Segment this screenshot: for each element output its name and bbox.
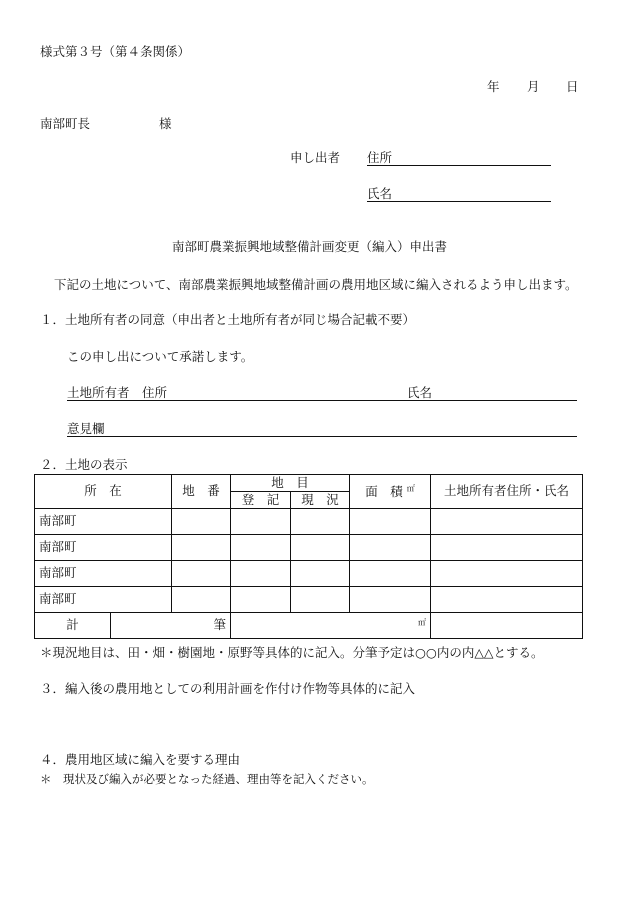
actual-header: 現 況 <box>291 492 350 509</box>
total-label: 計 <box>35 613 111 639</box>
section3-heading: ３．編入後の農用地としての利用計画を作付け作物等具体的に記入 <box>40 681 416 696</box>
owner-header: 土地所有者住所・氏名 <box>431 475 583 509</box>
land-note: ＊現況地目は、田・畑・樹園地・原野等具体的に記入。分筆予定は○○内の内△△とする。 <box>40 645 544 660</box>
date-day: 日 <box>566 79 579 94</box>
date-month: 月 <box>527 79 540 94</box>
applicant-name-field[interactable] <box>367 201 551 202</box>
registered-cell[interactable] <box>231 561 291 587</box>
consent-text: この申し出について承諾します。 <box>67 349 254 364</box>
location-cell: 南部町 <box>35 587 172 613</box>
lot-cell[interactable] <box>172 509 231 535</box>
owner-address-label: 土地所有者 住所 <box>67 385 168 400</box>
lot-header: 地 番 <box>172 475 231 509</box>
section4-note: ＊ 現状及び編入が必要となった経過、理由等を記入ください。 <box>40 772 374 786</box>
registered-cell[interactable] <box>231 535 291 561</box>
owner-cell[interactable] <box>431 561 583 587</box>
actual-cell[interactable] <box>291 509 350 535</box>
owner-name-label: 氏名 <box>407 385 433 400</box>
table-row <box>35 509 583 535</box>
registered-cell[interactable] <box>231 509 291 535</box>
applicant-name-label: 氏名 <box>367 186 393 201</box>
actual-cell[interactable] <box>291 535 350 561</box>
section4-heading: ４．農用地区域に編入を要する理由 <box>40 752 241 767</box>
category-header: 地 目 <box>231 475 350 492</box>
location-cell: 南部町 <box>35 561 172 587</box>
location-cell: 南部町 <box>35 535 172 561</box>
addressee-name: 南部町長 <box>40 116 91 131</box>
area-header: 面 積 ㎡ <box>350 475 431 509</box>
owner-field[interactable] <box>67 400 577 401</box>
lot-cell[interactable] <box>172 535 231 561</box>
opinion-label: 意見欄 <box>67 421 105 436</box>
intro-text: 下記の土地について、南部農業振興地域整備計画の農用地区域に編入されるよう申し出ます。 <box>54 277 578 292</box>
applicant-address-label: 住所 <box>367 150 393 165</box>
parcels-unit: 筆 <box>213 617 227 633</box>
table-row <box>35 535 583 561</box>
owner-cell[interactable] <box>431 509 583 535</box>
owner-cell[interactable] <box>431 535 583 561</box>
location-header: 所 在 <box>35 475 172 509</box>
parcels-cell[interactable] <box>111 613 231 639</box>
actual-cell[interactable] <box>291 561 350 587</box>
area-cell[interactable] <box>350 509 431 535</box>
actual-cell[interactable] <box>291 587 350 613</box>
applicant-address-field[interactable] <box>367 165 551 166</box>
form-title: 南部町農業振興地域整備計画変更（編入）申出書 <box>172 239 448 254</box>
total-row <box>35 613 583 639</box>
land-table <box>34 474 583 639</box>
section1-heading: １．土地所有者の同意（申出者と土地所有者が同じ場合記載不要） <box>40 312 416 327</box>
total-area-cell[interactable] <box>231 613 431 639</box>
total-area-unit: ㎡ <box>418 617 427 627</box>
section2-heading: ２．土地の表示 <box>40 457 128 472</box>
table-row <box>35 561 583 587</box>
owner-cell[interactable] <box>431 587 583 613</box>
area-cell[interactable] <box>350 587 431 613</box>
table-row <box>35 587 583 613</box>
registered-header: 登 記 <box>231 492 291 509</box>
area-cell[interactable] <box>350 535 431 561</box>
lot-cell[interactable] <box>172 587 231 613</box>
area-unit: ㎡ <box>406 483 415 493</box>
lot-cell[interactable] <box>172 561 231 587</box>
location-cell: 南部町 <box>35 509 172 535</box>
total-owner-cell <box>431 613 583 639</box>
applicant-label: 申し出者 <box>290 150 341 165</box>
opinion-field[interactable] <box>67 436 577 437</box>
registered-cell[interactable] <box>231 587 291 613</box>
addressee-suffix: 様 <box>159 116 172 131</box>
form-number: 様式第３号（第４条関係） <box>40 44 191 59</box>
date-year: 年 <box>487 79 500 94</box>
area-cell[interactable] <box>350 561 431 587</box>
